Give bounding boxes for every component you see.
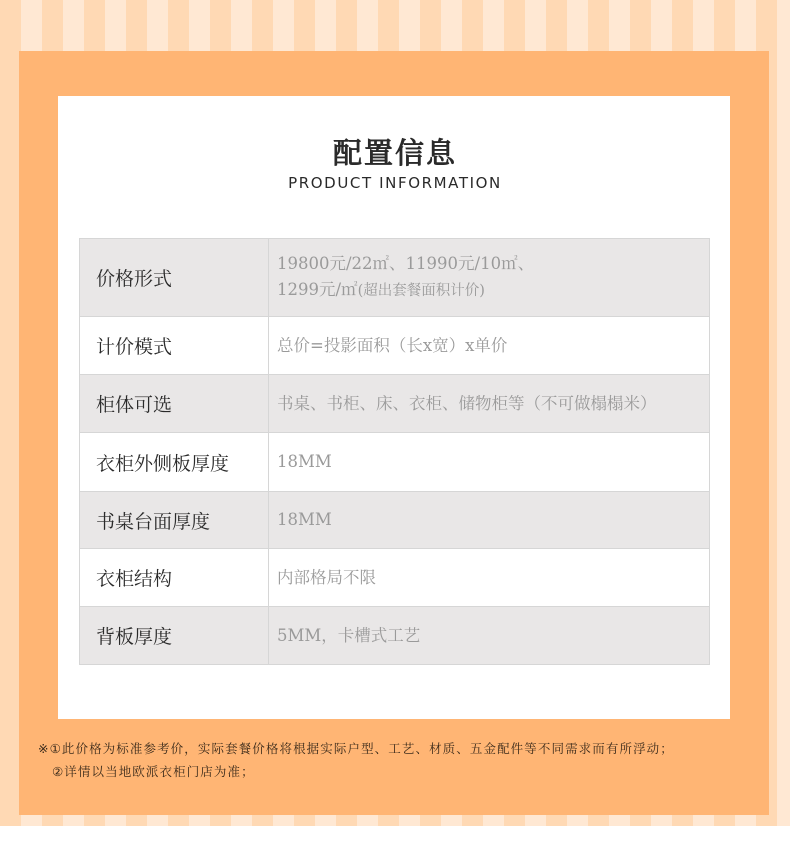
price-line-2 [277, 277, 703, 304]
row-value: 内部格局不限 [269, 549, 710, 607]
footnote-store: ②详情以当地欧派衣柜门店为准； [52, 764, 255, 779]
price-per-sqm: 1299元/㎡ [277, 280, 358, 299]
page-subtitle: PRODUCT INFORMATION [288, 174, 502, 192]
product-info-table [79, 238, 710, 665]
row-value: 18MM [269, 433, 710, 492]
row-value: 5MM，卡槽式工艺 [269, 607, 710, 665]
row-label: 柜体可选 [80, 375, 269, 433]
row-label: 背板厚度 [80, 607, 269, 665]
table-row-back-panel-thickness [80, 607, 710, 665]
table-row-desk-top-thickness [80, 492, 710, 549]
row-label: 计价模式 [80, 317, 269, 375]
price-line-1: 19800元/22㎡、11990元/10㎡、 [277, 254, 535, 273]
row-value [269, 239, 710, 317]
table-row-price-format [80, 239, 710, 317]
row-label: 书桌台面厚度 [80, 492, 269, 549]
row-value: 书桌、书柜、床、衣柜、储物柜等（不可做榻榻米） [269, 375, 710, 433]
row-label: 衣柜结构 [80, 549, 269, 607]
table-row-pricing-mode [80, 317, 710, 375]
row-value: 总价=投影面积（长x宽）x单价 [269, 317, 710, 375]
row-label: 衣柜外侧板厚度 [80, 433, 269, 492]
page-title: 配置信息 [332, 136, 457, 170]
price-note: (超出套餐面积计价) [357, 283, 485, 299]
table-row-cabinet-options [80, 375, 710, 433]
row-label: 价格形式 [80, 239, 269, 317]
row-value: 18MM [269, 492, 710, 549]
footnote-price: ※①此价格为标准参考价，实际套餐价格将根据实际户型、工艺、材质、五金配件等不同需求而有所浮动； [38, 741, 674, 756]
table-row-side-panel-thickness [80, 433, 710, 492]
table-row-wardrobe-structure [80, 549, 710, 607]
